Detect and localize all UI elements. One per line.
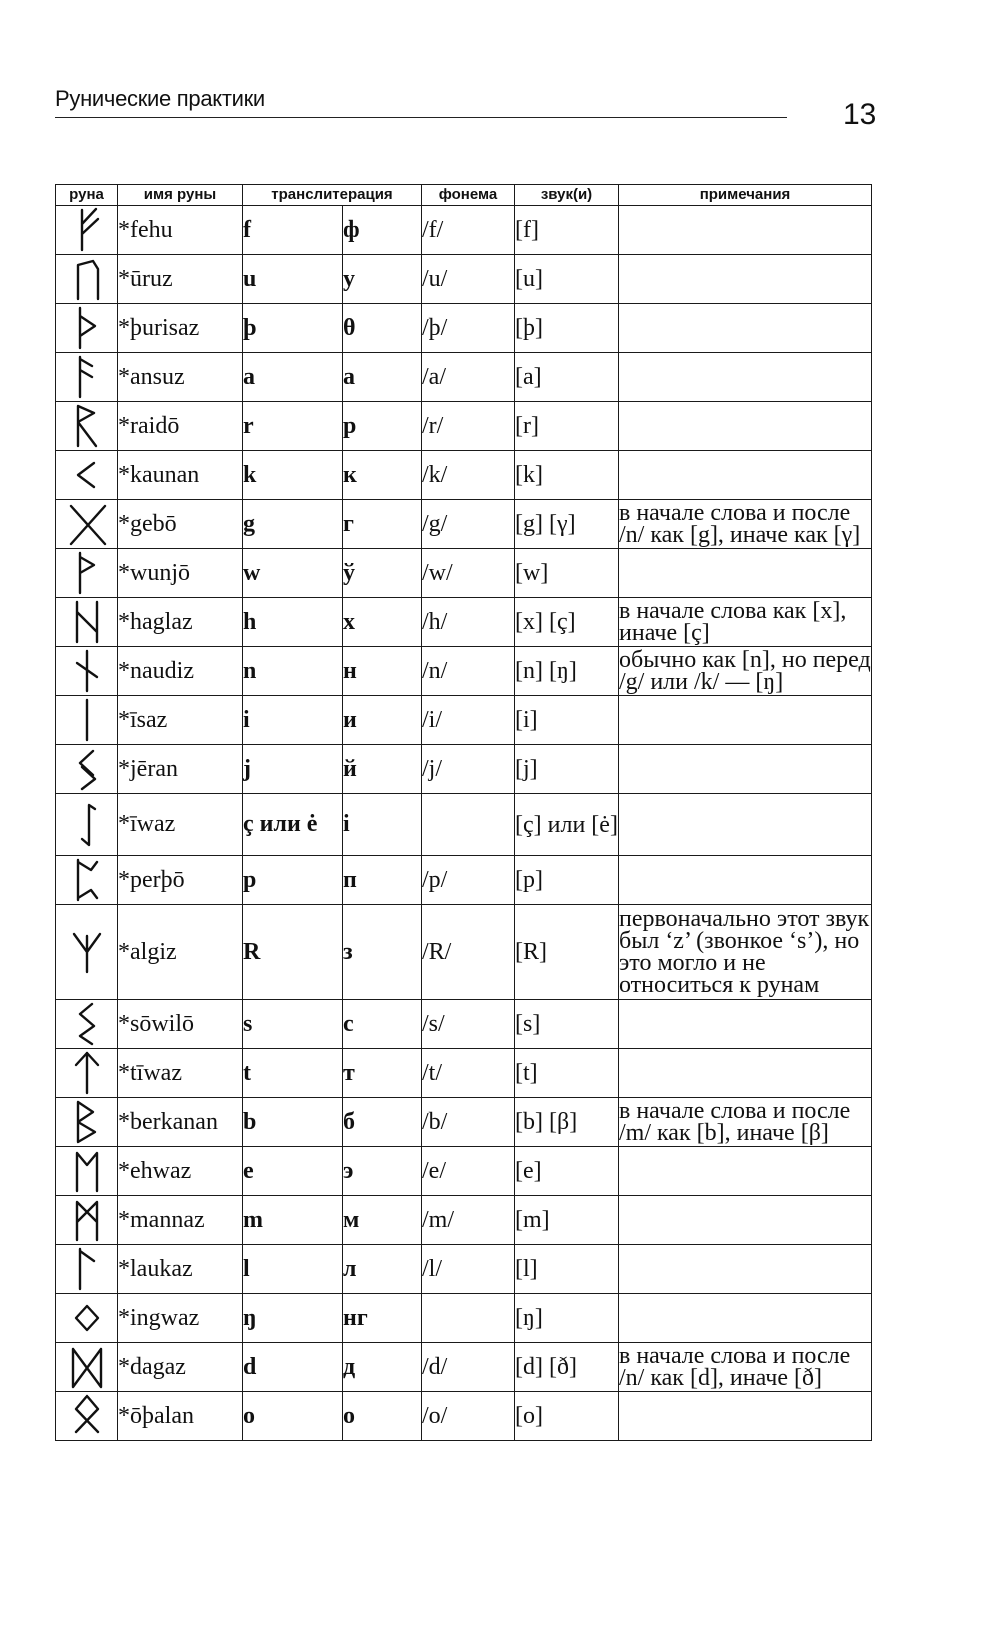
col-header-notes: примечания: [619, 185, 872, 206]
phoneme: /R/: [422, 905, 515, 1000]
phoneme: /p/: [422, 856, 515, 905]
rune-name: *laukaz: [118, 1245, 243, 1294]
rune-glyph-cell: [56, 206, 118, 255]
cyrillic-transliteration: з: [343, 905, 422, 1000]
note: в начале слова и после /n/ как [g], иначе как [γ]: [619, 500, 872, 549]
rune-glyph-cell: [56, 1196, 118, 1245]
table-row: [56, 745, 872, 794]
rune-glyph-cell: [56, 255, 118, 304]
iwaz-rune-icon: [65, 801, 109, 849]
rune-name: *wunjō: [118, 549, 243, 598]
rune-name: *jēran: [118, 745, 243, 794]
phoneme: /a/: [422, 353, 515, 402]
cyrillic-transliteration: у: [343, 255, 422, 304]
rune-name: *īwaz: [118, 794, 243, 856]
rune-name: *þurisaz: [118, 304, 243, 353]
sounds: [f]: [515, 206, 619, 255]
gebo-rune-icon: [65, 500, 109, 548]
note: [619, 696, 872, 745]
note: [619, 745, 872, 794]
latin-transliteration: k: [243, 451, 343, 500]
sounds: [ŋ]: [515, 1294, 619, 1343]
phoneme: /e/: [422, 1147, 515, 1196]
cyrillic-transliteration: ф: [343, 206, 422, 255]
phoneme: /þ/: [422, 304, 515, 353]
kaunan-rune-icon: [65, 451, 109, 499]
phoneme: /j/: [422, 745, 515, 794]
table-row: [56, 856, 872, 905]
table-row: [56, 451, 872, 500]
phoneme: /g/: [422, 500, 515, 549]
table-row: [56, 1000, 872, 1049]
uruz-rune-icon: [65, 255, 109, 303]
phoneme: [422, 1294, 515, 1343]
cyrillic-transliteration: х: [343, 598, 422, 647]
note: в начале слова как [x], иначе [ç]: [619, 598, 872, 647]
phoneme: /b/: [422, 1098, 515, 1147]
rune-name: *dagaz: [118, 1343, 243, 1392]
sounds: [p]: [515, 856, 619, 905]
sounds: [k]: [515, 451, 619, 500]
sounds: [u]: [515, 255, 619, 304]
cyrillic-transliteration: п: [343, 856, 422, 905]
header-rule: [55, 117, 787, 118]
rune-glyph-cell: [56, 1049, 118, 1098]
cyrillic-transliteration: и: [343, 696, 422, 745]
tiwaz-rune-icon: [65, 1049, 109, 1097]
note: [619, 1049, 872, 1098]
phoneme: /d/: [422, 1343, 515, 1392]
note: [619, 549, 872, 598]
cyrillic-transliteration: нг: [343, 1294, 422, 1343]
page-number: 13: [843, 98, 877, 131]
phoneme: /t/: [422, 1049, 515, 1098]
rune-glyph-cell: [56, 647, 118, 696]
latin-transliteration: f: [243, 206, 343, 255]
table-row: [56, 1098, 872, 1147]
phoneme: [422, 794, 515, 856]
rune-name: *gebō: [118, 500, 243, 549]
sounds: [x] [ç]: [515, 598, 619, 647]
note: [619, 856, 872, 905]
haglaz-rune-icon: [65, 598, 109, 646]
rune-glyph-cell: [56, 856, 118, 905]
note: [619, 1245, 872, 1294]
berkanan-rune-icon: [65, 1098, 109, 1146]
sounds: [l]: [515, 1245, 619, 1294]
latin-transliteration: g: [243, 500, 343, 549]
latin-transliteration: ŋ: [243, 1294, 343, 1343]
latin-transliteration: n: [243, 647, 343, 696]
table-row: [56, 304, 872, 353]
rune-name: *īsaz: [118, 696, 243, 745]
cyrillic-transliteration: к: [343, 451, 422, 500]
cyrillic-transliteration: р: [343, 402, 422, 451]
sounds: [t]: [515, 1049, 619, 1098]
rune-glyph-cell: [56, 598, 118, 647]
rune-glyph-cell: [56, 905, 118, 1000]
rune-name: *fehu: [118, 206, 243, 255]
isaz-rune-icon: [65, 696, 109, 744]
rune-name: *ehwaz: [118, 1147, 243, 1196]
table-row: [56, 1196, 872, 1245]
rune-name: *mannaz: [118, 1196, 243, 1245]
rune-name: *haglaz: [118, 598, 243, 647]
sounds: [d] [ð]: [515, 1343, 619, 1392]
sounds: [R]: [515, 905, 619, 1000]
phoneme: /h/: [422, 598, 515, 647]
phoneme: /f/: [422, 206, 515, 255]
latin-transliteration: e: [243, 1147, 343, 1196]
mannaz-rune-icon: [65, 1196, 109, 1244]
note: первоначально этот звук был ‘z’ (звонкое ‘s’), но это могло и не относиться к рунам: [619, 905, 872, 1000]
note: [619, 1196, 872, 1245]
phoneme: /s/: [422, 1000, 515, 1049]
rune-glyph-cell: [56, 304, 118, 353]
thurisaz-rune-icon: [65, 304, 109, 352]
sounds: [g] [γ]: [515, 500, 619, 549]
othalan-rune-icon: [65, 1392, 109, 1440]
dagaz-rune-icon: [65, 1343, 109, 1391]
rune-glyph-cell: [56, 745, 118, 794]
rune-name: *ansuz: [118, 353, 243, 402]
note: в начале слова и после /n/ как [d], иначе [ð]: [619, 1343, 872, 1392]
cyrillic-transliteration: л: [343, 1245, 422, 1294]
note: [619, 353, 872, 402]
rune-name: *ūruz: [118, 255, 243, 304]
latin-transliteration: ç или ė: [243, 794, 343, 856]
table-row: [56, 1343, 872, 1392]
table-row: [56, 696, 872, 745]
note: обычно как [n], но перед /g/ или /k/ — [ŋ]: [619, 647, 871, 695]
sounds: [j]: [515, 745, 619, 794]
rune-name: *naudiz: [118, 647, 243, 696]
latin-transliteration: r: [243, 402, 343, 451]
rune-glyph-cell: [56, 1294, 118, 1343]
note: [619, 1147, 872, 1196]
latin-transliteration: j: [243, 745, 343, 794]
rune-glyph-cell: [56, 451, 118, 500]
ansuz-rune-icon: [65, 353, 109, 401]
rune-glyph-cell: [56, 549, 118, 598]
latin-transliteration: t: [243, 1049, 343, 1098]
rune-glyph-cell: [56, 1343, 118, 1392]
cyrillic-transliteration: а: [343, 353, 422, 402]
table-row: [56, 905, 872, 1000]
jeran-rune-icon: [65, 745, 109, 793]
table-row: [56, 1049, 872, 1098]
table-row: [56, 255, 872, 304]
latin-transliteration: o: [243, 1392, 343, 1441]
rune-name: *ōþalan: [118, 1392, 243, 1441]
sounds: [b] [β]: [515, 1098, 619, 1147]
rune-glyph-cell: [56, 1392, 118, 1441]
table-row: [56, 206, 872, 255]
ehwaz-rune-icon: [65, 1147, 109, 1195]
sounds: [w]: [515, 549, 619, 598]
cyrillic-transliteration: i: [343, 794, 422, 856]
rune-table-body: [56, 206, 872, 1441]
latin-transliteration: a: [243, 353, 343, 402]
latin-transliteration: þ: [243, 304, 343, 353]
rune-name: *kaunan: [118, 451, 243, 500]
rune-glyph-cell: [56, 696, 118, 745]
sounds: [i]: [515, 696, 619, 745]
rune-table: [55, 184, 872, 1441]
phoneme: /k/: [422, 451, 515, 500]
cyrillic-transliteration: э: [343, 1147, 422, 1196]
phoneme: /i/: [422, 696, 515, 745]
cyrillic-transliteration: н: [343, 647, 422, 696]
cyrillic-transliteration: г: [343, 500, 422, 549]
cyrillic-transliteration: т: [343, 1049, 422, 1098]
cyrillic-transliteration: м: [343, 1196, 422, 1245]
table-row: [56, 598, 872, 647]
rune-name: *algiz: [118, 905, 243, 1000]
laukaz-rune-icon: [65, 1245, 109, 1293]
phoneme: /w/: [422, 549, 515, 598]
phoneme: /l/: [422, 1245, 515, 1294]
table-row: [56, 1294, 872, 1343]
latin-transliteration: b: [243, 1098, 343, 1147]
note: в начале слова и после /m/ как [b], иначе [β]: [619, 1098, 872, 1147]
latin-transliteration: u: [243, 255, 343, 304]
sounds: [o]: [515, 1392, 619, 1441]
table-row: [56, 794, 872, 856]
rune-name: *sōwilō: [118, 1000, 243, 1049]
cyrillic-transliteration: й: [343, 745, 422, 794]
rune-name: *raidō: [118, 402, 243, 451]
table-header-row: [56, 185, 872, 206]
sounds: [r]: [515, 402, 619, 451]
table-row: [56, 500, 872, 549]
latin-transliteration: l: [243, 1245, 343, 1294]
latin-transliteration: i: [243, 696, 343, 745]
note: [619, 304, 872, 353]
rune-glyph-cell: [56, 500, 118, 549]
ingwaz-rune-icon: [65, 1294, 109, 1342]
note: [619, 255, 872, 304]
table-row: [56, 647, 872, 696]
note: [619, 1392, 872, 1441]
latin-transliteration: R: [243, 905, 343, 1000]
col-header-sounds: звук(и): [515, 185, 619, 206]
rune-glyph-cell: [56, 1147, 118, 1196]
cyrillic-transliteration: д: [343, 1343, 422, 1392]
table-row: [56, 549, 872, 598]
col-header-transliteration: транслитерация: [243, 185, 422, 206]
rune-glyph-cell: [56, 794, 118, 856]
running-header-title: Рунические практики: [55, 86, 265, 111]
sounds: [ç] или [ė]: [515, 794, 619, 856]
algiz-rune-icon: [65, 928, 109, 976]
naudiz-rune-icon: [65, 647, 109, 695]
cyrillic-transliteration: θ: [343, 304, 422, 353]
note: [619, 402, 872, 451]
raido-rune-icon: [65, 402, 109, 450]
sounds: [m]: [515, 1196, 619, 1245]
note: [619, 451, 872, 500]
sounds: [n] [ŋ]: [515, 647, 619, 696]
rune-glyph-cell: [56, 353, 118, 402]
sounds: [þ]: [515, 304, 619, 353]
latin-transliteration: h: [243, 598, 343, 647]
latin-transliteration: d: [243, 1343, 343, 1392]
phoneme: /r/: [422, 402, 515, 451]
rune-name: *berkanan: [118, 1098, 243, 1147]
phoneme: /u/: [422, 255, 515, 304]
fehu-rune-icon: [65, 206, 109, 254]
rune-glyph-cell: [56, 1000, 118, 1049]
note: [619, 794, 872, 856]
table-row: [56, 1245, 872, 1294]
cyrillic-transliteration: с: [343, 1000, 422, 1049]
col-header-phoneme: фонема: [422, 185, 515, 206]
rune-name: *ingwaz: [118, 1294, 243, 1343]
sounds: [e]: [515, 1147, 619, 1196]
table-row: [56, 353, 872, 402]
perthro-rune-icon: [65, 856, 109, 904]
table-row: [56, 1392, 872, 1441]
sounds: [a]: [515, 353, 619, 402]
cyrillic-transliteration: ў: [343, 549, 422, 598]
latin-transliteration: m: [243, 1196, 343, 1245]
cyrillic-transliteration: о: [343, 1392, 422, 1441]
rune-glyph-cell: [56, 1245, 118, 1294]
cyrillic-transliteration: б: [343, 1098, 422, 1147]
rune-glyph-cell: [56, 402, 118, 451]
sounds: [s]: [515, 1000, 619, 1049]
latin-transliteration: w: [243, 549, 343, 598]
sowilo-rune-icon: [65, 1000, 109, 1048]
table-row: [56, 1147, 872, 1196]
col-header-rune: руна: [56, 185, 118, 206]
latin-transliteration: s: [243, 1000, 343, 1049]
phoneme: /o/: [422, 1392, 515, 1441]
note: [619, 1000, 872, 1049]
phoneme: /n/: [422, 647, 515, 696]
col-header-name: имя руны: [118, 185, 243, 206]
note: [619, 206, 872, 255]
table-row: [56, 402, 872, 451]
rune-name: *perþō: [118, 856, 243, 905]
rune-name: *tīwaz: [118, 1049, 243, 1098]
latin-transliteration: p: [243, 856, 343, 905]
phoneme: /m/: [422, 1196, 515, 1245]
rune-glyph-cell: [56, 1098, 118, 1147]
wunjo-rune-icon: [65, 549, 109, 597]
note: [619, 1294, 872, 1343]
